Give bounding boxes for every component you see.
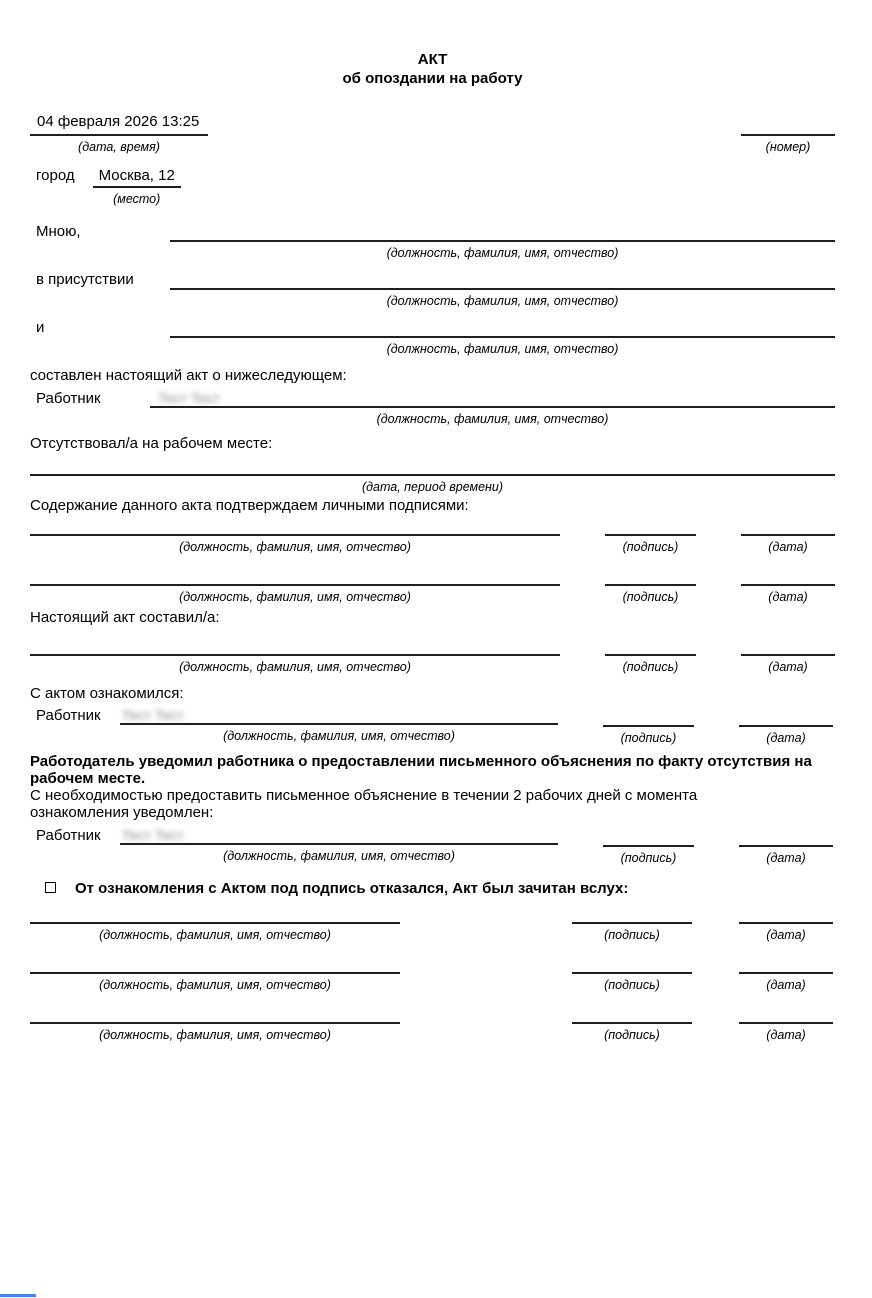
- presence-line: [170, 270, 835, 290]
- city-label: город: [36, 167, 75, 184]
- made-by-text: Настоящий акт составил/а:: [30, 609, 220, 626]
- composer-signature-row: [30, 627, 835, 674]
- by-line: [170, 222, 835, 242]
- datetime-field: [30, 112, 208, 154]
- name-caption: (должность, фамилия, имя, отчество): [99, 1028, 331, 1042]
- date-caption: (дата): [768, 590, 808, 604]
- name-caption: (должность, фамилия, имя, отчество): [386, 294, 619, 308]
- signature-caption: (подпись): [622, 660, 679, 674]
- date-caption: (дата): [766, 851, 806, 865]
- bottom-left-accent-line: [0, 1294, 36, 1297]
- datetime-value: 04 февраля 2026 13:25: [37, 113, 200, 130]
- signature-caption: (подпись): [604, 928, 660, 942]
- and-row: [30, 318, 835, 356]
- name-caption: (должность, фамилия, имя, отчество): [179, 590, 411, 604]
- employee-label: Работник: [36, 390, 101, 407]
- signature-caption: (подпись): [622, 540, 679, 554]
- datetime-caption: (дата, время): [78, 140, 160, 154]
- document-title: [30, 50, 835, 88]
- refused-signature-row: [30, 992, 835, 1042]
- number-caption: (номер): [765, 140, 811, 154]
- employee-name-redacted: Тест Тест: [158, 390, 220, 406]
- employee-name-redacted: Тест Тест: [122, 827, 184, 843]
- confirm-text: Содержание данного акта подтверждаем личными подписями:: [30, 497, 469, 514]
- city-row: [30, 166, 835, 206]
- and-label: и: [36, 319, 45, 336]
- name-caption: (должность, фамилия, имя, отчество): [99, 928, 331, 942]
- signature-caption: (подпись): [604, 1028, 660, 1042]
- by-label: Мною,: [36, 223, 81, 240]
- employee-name-redacted: Тест Тест: [122, 707, 184, 723]
- absence-text: Отсутствовал/а на рабочем месте:: [30, 435, 273, 452]
- refused-checkbox-row: [30, 879, 835, 898]
- header-row: [30, 112, 835, 154]
- composed-text: составлен настоящий акт о нижеследующем:: [30, 367, 347, 384]
- employee-row: [30, 389, 835, 426]
- number-field: [741, 134, 835, 154]
- acquainted-text: С актом ознакомился:: [30, 685, 184, 702]
- employer-notice-bold: Работодатель уведомил работника о предоставлении письменного объяснения по факту отсутствия на рабочем месте.: [30, 753, 812, 787]
- city-field: [93, 166, 181, 206]
- name-caption: (должность, фамилия, имя, отчество): [179, 540, 411, 554]
- city-value: Москва, 12: [93, 166, 181, 188]
- employee-label: Работник: [36, 707, 101, 724]
- document-title-line1: АКТ: [417, 51, 448, 68]
- refused-checkbox[interactable]: [45, 882, 56, 893]
- name-caption: (должность, фамилия, имя, отчество): [223, 849, 455, 863]
- employee-name-line: [120, 706, 558, 725]
- employee-label: Работник: [36, 827, 101, 844]
- employee-notified-row: [30, 821, 835, 865]
- refused-signature-row: [30, 942, 835, 992]
- signature-caption: (подпись): [620, 731, 677, 745]
- presence-label: в присутствии: [36, 271, 134, 288]
- name-caption: (должность, фамилия, имя, отчество): [99, 978, 331, 992]
- place-caption: (место): [113, 192, 161, 206]
- signature-caption: (подпись): [622, 590, 679, 604]
- name-caption: (должность, фамилия, имя, отчество): [386, 342, 619, 356]
- name-caption: (должность, фамилия, имя, отчество): [223, 729, 455, 743]
- date-caption: (дата): [766, 731, 806, 745]
- date-caption: (дата): [766, 1028, 806, 1042]
- signature-caption: (подпись): [604, 978, 660, 992]
- refused-signature-row: [30, 898, 835, 942]
- name-caption: (должность, фамилия, имя, отчество): [179, 660, 411, 674]
- date-caption: (дата): [766, 978, 806, 992]
- document-title-line2: об опоздании на работу: [342, 70, 523, 87]
- refused-checkbox-label: От ознакомления с Актом под подпись отказался, Акт был зачитан вслух:: [75, 880, 629, 897]
- employee-name-line: [120, 826, 558, 845]
- employee-acquainted-row: [30, 703, 835, 745]
- name-caption: (должность, фамилия, имя, отчество): [386, 246, 619, 260]
- date-caption: (дата): [768, 660, 808, 674]
- period-caption: (дата, период времени): [361, 480, 504, 494]
- participants-block: [30, 222, 835, 356]
- employer-notice-text: С необходимостью предоставить письменное объяснение в течении 2 рабочих дней с момента ознакомления уведомлен:: [30, 787, 698, 821]
- presence-row: [30, 270, 835, 308]
- and-line: [170, 318, 835, 338]
- employee-name-line: [150, 389, 835, 408]
- date-caption: (дата): [766, 928, 806, 942]
- by-row: [30, 222, 835, 260]
- name-caption: (должность, фамилия, имя, отчество): [376, 412, 609, 426]
- date-caption: (дата): [768, 540, 808, 554]
- signature-caption: (подпись): [620, 851, 677, 865]
- witness-signature-row: [30, 554, 835, 604]
- witness-signature-row: [30, 515, 835, 554]
